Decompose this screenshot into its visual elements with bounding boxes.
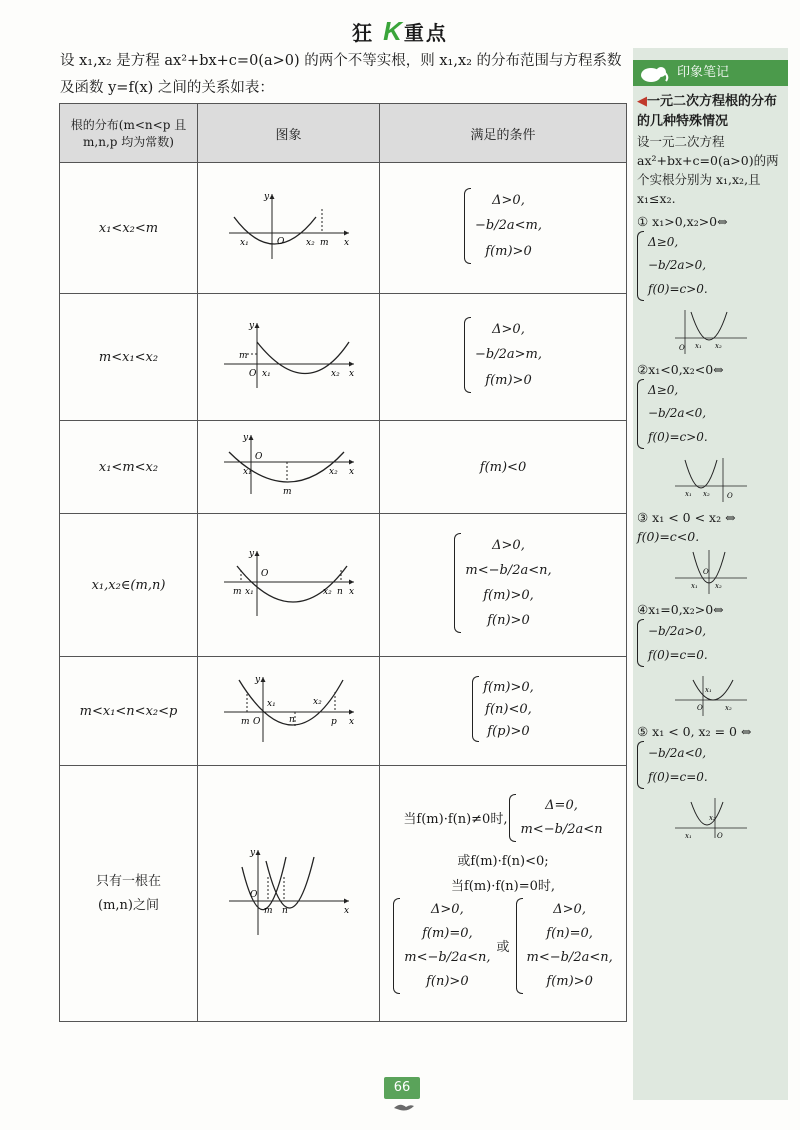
parabola-graph-1: [224, 191, 354, 261]
cond-case-zero: [380, 898, 626, 994]
svg-text:y: y: [263, 192, 269, 202]
svg-text:n: n: [336, 587, 343, 597]
svg-text:m: m: [282, 487, 292, 497]
svg-text:m: m: [263, 905, 273, 916]
cond-line: f(m)>0,: [483, 679, 534, 695]
elephant-icon: [637, 63, 671, 83]
condition-system: Δ≥0, −b/2a<0, f(0)=c>0.: [637, 379, 708, 449]
cond-line: f(n)>0: [426, 974, 469, 989]
row-graph: [198, 163, 380, 294]
header-k-logo: K: [383, 16, 404, 46]
intro-paragraph: 设 x₁,x₂ 是方程 ax²+bx+c=0(a>0) 的两个不等实根，则 x₁,x₂ 的分布范围与方程系数及函数 y=f(x) 之间的关系如表：: [60, 53, 622, 96]
table-row: [60, 163, 627, 294]
svg-text:x: x: [348, 587, 354, 597]
svg-text:y: y: [242, 433, 248, 443]
svg-text:x₁: x₁: [685, 832, 692, 840]
or-text: 或: [496, 940, 510, 955]
parabola-graph-4: [219, 548, 359, 618]
case-head: ⑤ x₁ < 0, x₂ = 0 ⇔: [637, 724, 752, 739]
svg-text:x₂: x₂: [709, 814, 716, 822]
cond-line: f(m)=0,: [422, 926, 473, 941]
row-distribution: m<x₁<x₂: [60, 294, 198, 421]
sidebar-tab: [633, 60, 788, 86]
parabola-graph-6: [224, 847, 354, 937]
sidebar-title: ◀一元二次方程根的分布的几种特殊情况: [637, 94, 778, 129]
table-row: [60, 514, 627, 657]
mini-graph-5: [671, 796, 751, 840]
cond-line: Δ>0,: [492, 193, 525, 209]
condition-system: [464, 317, 542, 393]
svg-text:m: m: [319, 238, 329, 248]
cond-line: f(n)>0: [487, 613, 530, 628]
svg-text:x₂: x₂: [703, 490, 710, 498]
cond-line: −b/2a>m,: [475, 347, 542, 363]
cond-line: m<−b/2a<n,: [526, 950, 613, 965]
table-row: [60, 421, 627, 514]
svg-text:x₂: x₂: [305, 238, 315, 248]
svg-text:O: O: [260, 569, 268, 579]
row-graph: [198, 514, 380, 657]
mini-graph-4: [671, 674, 751, 718]
condition-system: [393, 898, 490, 994]
svg-text:x₁: x₁: [691, 582, 698, 590]
root-distribution-table: [59, 103, 627, 1022]
header-post: 重点: [403, 21, 448, 45]
svg-text:O: O: [254, 452, 262, 462]
svg-text:x₂: x₂: [322, 587, 332, 597]
row-graph: [198, 657, 380, 766]
sidebar-case: [637, 360, 785, 504]
cond-line: Δ>0,: [553, 902, 586, 917]
row-distribution: x₁,x₂∈(m,n): [60, 514, 198, 657]
cond-case-nonzero: [380, 794, 626, 842]
svg-text:O: O: [248, 369, 256, 379]
condition-system: −b/2a>0, f(0)=c=0.: [637, 619, 708, 667]
cond-line: f(m)>0,: [483, 588, 534, 603]
svg-text:x₂: x₂: [715, 582, 722, 590]
row-condition: [380, 163, 627, 294]
row-condition: [380, 514, 627, 657]
row-condition: [380, 657, 627, 766]
condition-system: [464, 188, 542, 264]
svg-text:x₁: x₁: [705, 686, 712, 694]
svg-text:x₁: x₁: [685, 490, 692, 498]
svg-text:O: O: [727, 492, 733, 500]
svg-text:x: x: [348, 369, 354, 379]
table-row: [60, 657, 627, 766]
svg-text:y: y: [249, 847, 255, 858]
svg-text:x: x: [343, 238, 349, 248]
col-header-graph: 图象: [198, 104, 380, 163]
sidebar-tab-label: 印象笔记: [677, 65, 730, 80]
cond-line: f(m)>0: [546, 974, 593, 989]
case-head: ① x₁>0,x₂>0⇔: [637, 214, 728, 229]
cond-line: Δ>0,: [492, 538, 525, 553]
cond-line: −b/2a<m,: [475, 218, 542, 234]
svg-text:O: O: [717, 832, 723, 840]
sidebar-case: [637, 722, 785, 840]
condition-system: [516, 898, 613, 994]
row-graph: [198, 766, 380, 1022]
mini-graph-1: [671, 308, 751, 356]
svg-text:x₁: x₁: [239, 238, 249, 248]
col-header-condition: 满足的条件: [380, 104, 627, 163]
svg-text:x₂: x₂: [330, 369, 340, 379]
sidebar-case: [637, 600, 785, 718]
mini-graph-2: [671, 456, 751, 504]
svg-text:x₁: x₁: [242, 467, 252, 477]
sidebar-intro: 设一元二次方程 ax²+bx+c=0(a>0)的两个实根分别为 x₁,x₂,且 x₁≤x₂.: [637, 134, 779, 206]
condition-system: [472, 676, 534, 742]
svg-text:x₂: x₂: [715, 342, 722, 350]
row-graph: [198, 421, 380, 514]
cond-line: f(p)>0: [487, 723, 530, 739]
bird-decoration-icon: [394, 1102, 414, 1112]
svg-text:x₁: x₁: [261, 369, 271, 379]
svg-text:x: x: [348, 717, 354, 727]
parabola-graph-5: [219, 674, 359, 744]
cond-line: m<−b/2a<n,: [465, 563, 552, 578]
svg-text:O: O: [703, 568, 709, 576]
table-row: [60, 294, 627, 421]
cond-line: f(n)=0,: [546, 926, 593, 941]
row-condition: [380, 766, 627, 1022]
cond-line: m<−b/2a<n: [520, 822, 603, 837]
page-number: 66: [384, 1077, 420, 1099]
svg-text:x₂: x₂: [312, 697, 322, 707]
sidebar-body: [637, 92, 785, 842]
sidebar-notes: [633, 48, 788, 1100]
case-head: ③ x₁ < 0 < x₂ ⇔: [637, 510, 736, 525]
case-head: ②x₁<0,x₂<0⇔: [637, 362, 724, 377]
svg-text:y: y: [254, 675, 260, 685]
svg-text:x₁: x₁: [266, 699, 276, 709]
svg-text:O: O: [276, 237, 284, 247]
cond-text: 当f(m)·f(n)=0时,: [450, 878, 556, 894]
cond-text: 或f(m)·f(n)<0;: [457, 853, 549, 869]
cond-line: f(m)>0: [485, 243, 532, 259]
header-pre: 狂: [352, 21, 375, 45]
svg-text:y: y: [248, 321, 254, 331]
svg-text:m: m: [232, 587, 242, 597]
svg-text:p: p: [330, 717, 337, 727]
row-distribution: x₁<m<x₂: [60, 421, 198, 514]
row-distribution: 只有一根在(m,n)之间: [60, 766, 198, 1022]
col-header-distribution: 根的分布(m<n<p 且 m,n,p 均为常数): [60, 104, 198, 163]
row-graph: [198, 294, 380, 421]
mini-graph-3: [671, 548, 751, 596]
svg-text:x₂: x₂: [725, 704, 732, 712]
row-condition: f(m)<0: [380, 421, 627, 514]
condition-system: [454, 533, 551, 633]
svg-text:x: x: [343, 905, 349, 916]
svg-text:O: O: [679, 344, 685, 352]
parabola-graph-3: [219, 432, 359, 498]
cond-line: Δ>0,: [492, 322, 525, 338]
svg-text:x₂: x₂: [328, 467, 338, 477]
row-distribution: m<x₁<n<x₂<p: [60, 657, 198, 766]
svg-text:O: O: [249, 889, 257, 900]
cond-line: m<−b/2a<n,: [404, 950, 491, 965]
svg-text:x: x: [348, 467, 354, 477]
table-row: [60, 766, 627, 1022]
condition-system: [509, 794, 602, 842]
page-header: [0, 16, 800, 47]
case-head: ④x₁=0,x₂>0⇔: [637, 602, 724, 617]
svg-text:O: O: [252, 717, 260, 727]
svg-text:n: n: [288, 715, 295, 725]
cond-line: f(n)<0,: [485, 701, 532, 717]
cond-line: Δ>0,: [431, 902, 464, 917]
row-condition: [380, 294, 627, 421]
parabola-graph-2: [219, 320, 359, 390]
svg-text:x₁: x₁: [244, 587, 254, 597]
condition-system: −b/2a<0, f(0)=c=0.: [637, 741, 708, 789]
svg-text:x₁: x₁: [695, 342, 702, 350]
sidebar-case: [637, 212, 785, 356]
svg-text:y: y: [248, 549, 254, 559]
svg-text:m: m: [240, 717, 250, 727]
cond-line: Δ=0,: [545, 798, 578, 813]
sidebar-case: [637, 508, 785, 596]
table-header-row: [60, 104, 627, 163]
svg-text:m: m: [238, 351, 248, 361]
row-distribution: x₁<x₂<m: [60, 163, 198, 294]
condition-system: Δ≥0, −b/2a>0, f(0)=c>0.: [637, 231, 708, 301]
svg-text:n: n: [281, 905, 288, 916]
case-cond: f(0)=c<0.: [637, 529, 700, 544]
cond-line: f(m)>0: [485, 372, 532, 388]
svg-text:O: O: [697, 704, 703, 712]
cond-text: 当f(m)·f(n)≠0时,: [403, 812, 508, 827]
